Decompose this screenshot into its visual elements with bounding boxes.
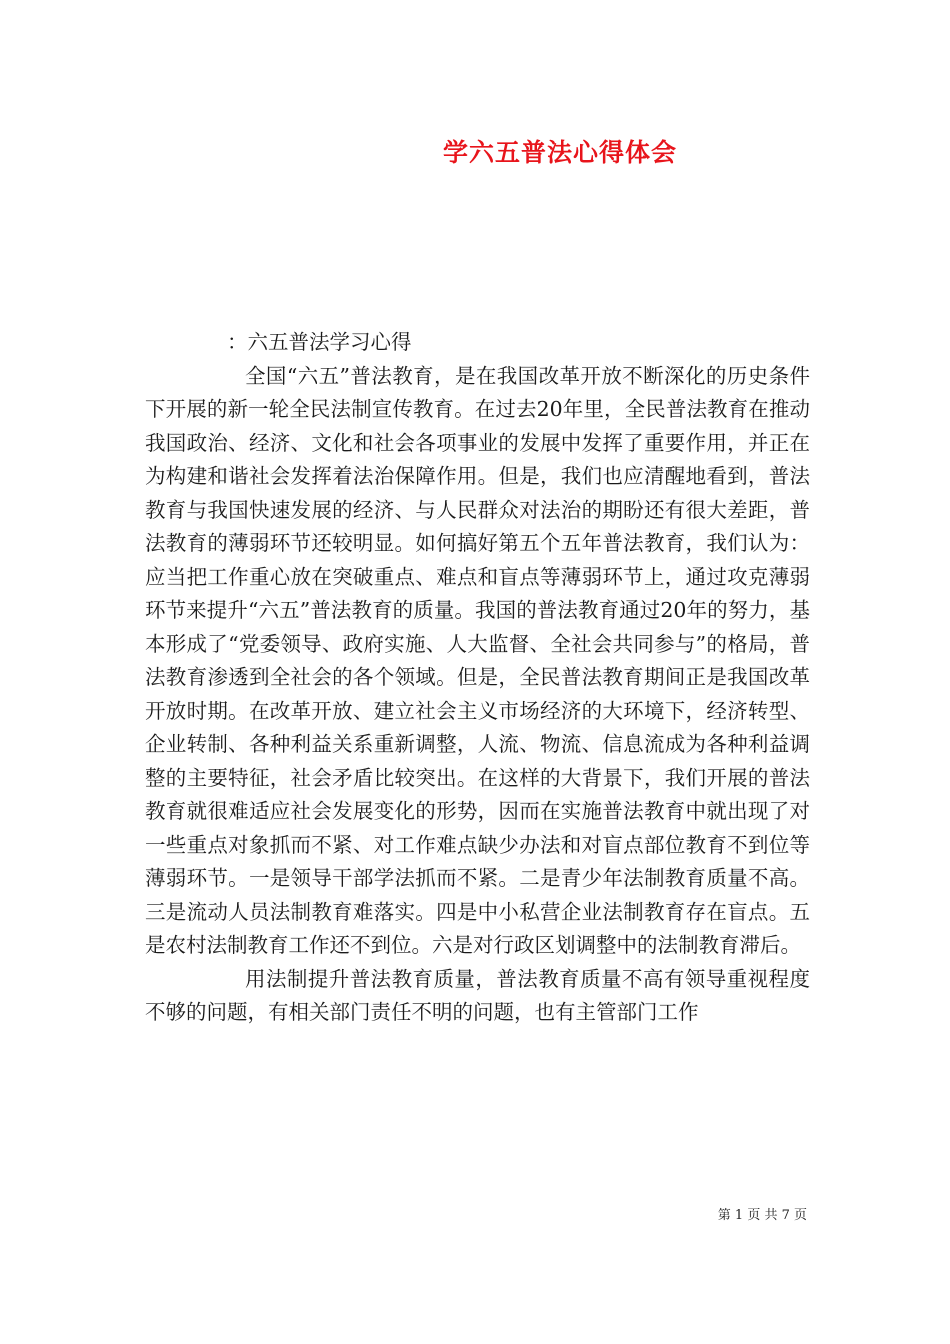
body-paragraph-2: 用法制提升普法教育质量，普法教育质量不高有领导重视程度不够的问题，有相关部门责任不明的问题，也有主管部门工作 bbox=[145, 966, 810, 1024]
page-footer: 第 1 页 共 7 页 bbox=[717, 1208, 807, 1223]
document-body bbox=[145, 326, 810, 1030]
document-title: 学六五普法心得体会 bbox=[442, 138, 677, 167]
body-paragraph-1: 全国“六五”普法教育，是在我国改革开放不断深化的历史条件下开展的新一轮全民法制宣传教育。在过去20年里，全民普法教育在推动我国政治、经济、文化和社会各项事业的发展中发挥了重要作用，并正在为构建和谐社会发挥着法治保障作用。但是，我们也应清醒地看到，普法教育与我国快速发展的经济、与人民群众对法治的期盼还有很大差距，普法教育的薄弱环节还较明显。如何搞好第五个五年普法教育，我们认为：应当把工作重心放在突破重点、难点和盲点等薄弱环节上，通过攻克薄弱环节来提升“六五”普法教育的质量。我国的普法教育通过20年的努力，基本形成了“党委领导、政府实施、人大监督、全社会共同参与”的格局，普法教育渗透到全社会的各个领域。但是，全民普法教育期间正是我国改革开放时期。在改革开放、建立社会主义市场经济的大环境下，经济转型、企业转制、各种利益关系重新调整，人流、物流、信息流成为各种利益调整的主要特征，社会矛盾比较突出。在这样的大背景下，我们开展的普法教育就很难适应社会发展变化的形势，因而在实施普法教育中就出现了对一些重点对象抓而不紧、对工作难点缺少办法和对盲点部位教育不到位等薄弱环节。一是领导干部学法抓而不紧。二是青少年法制教育质量不高。三是流动人员法制教育难落实。四是中小私营企业法制教育存在盲点。五是农村法制教育工作还不到位。六是对行政区划调整中的法制教育滞后。 bbox=[145, 363, 810, 957]
document-subheading: ：六五普法学习心得 bbox=[227, 330, 412, 354]
